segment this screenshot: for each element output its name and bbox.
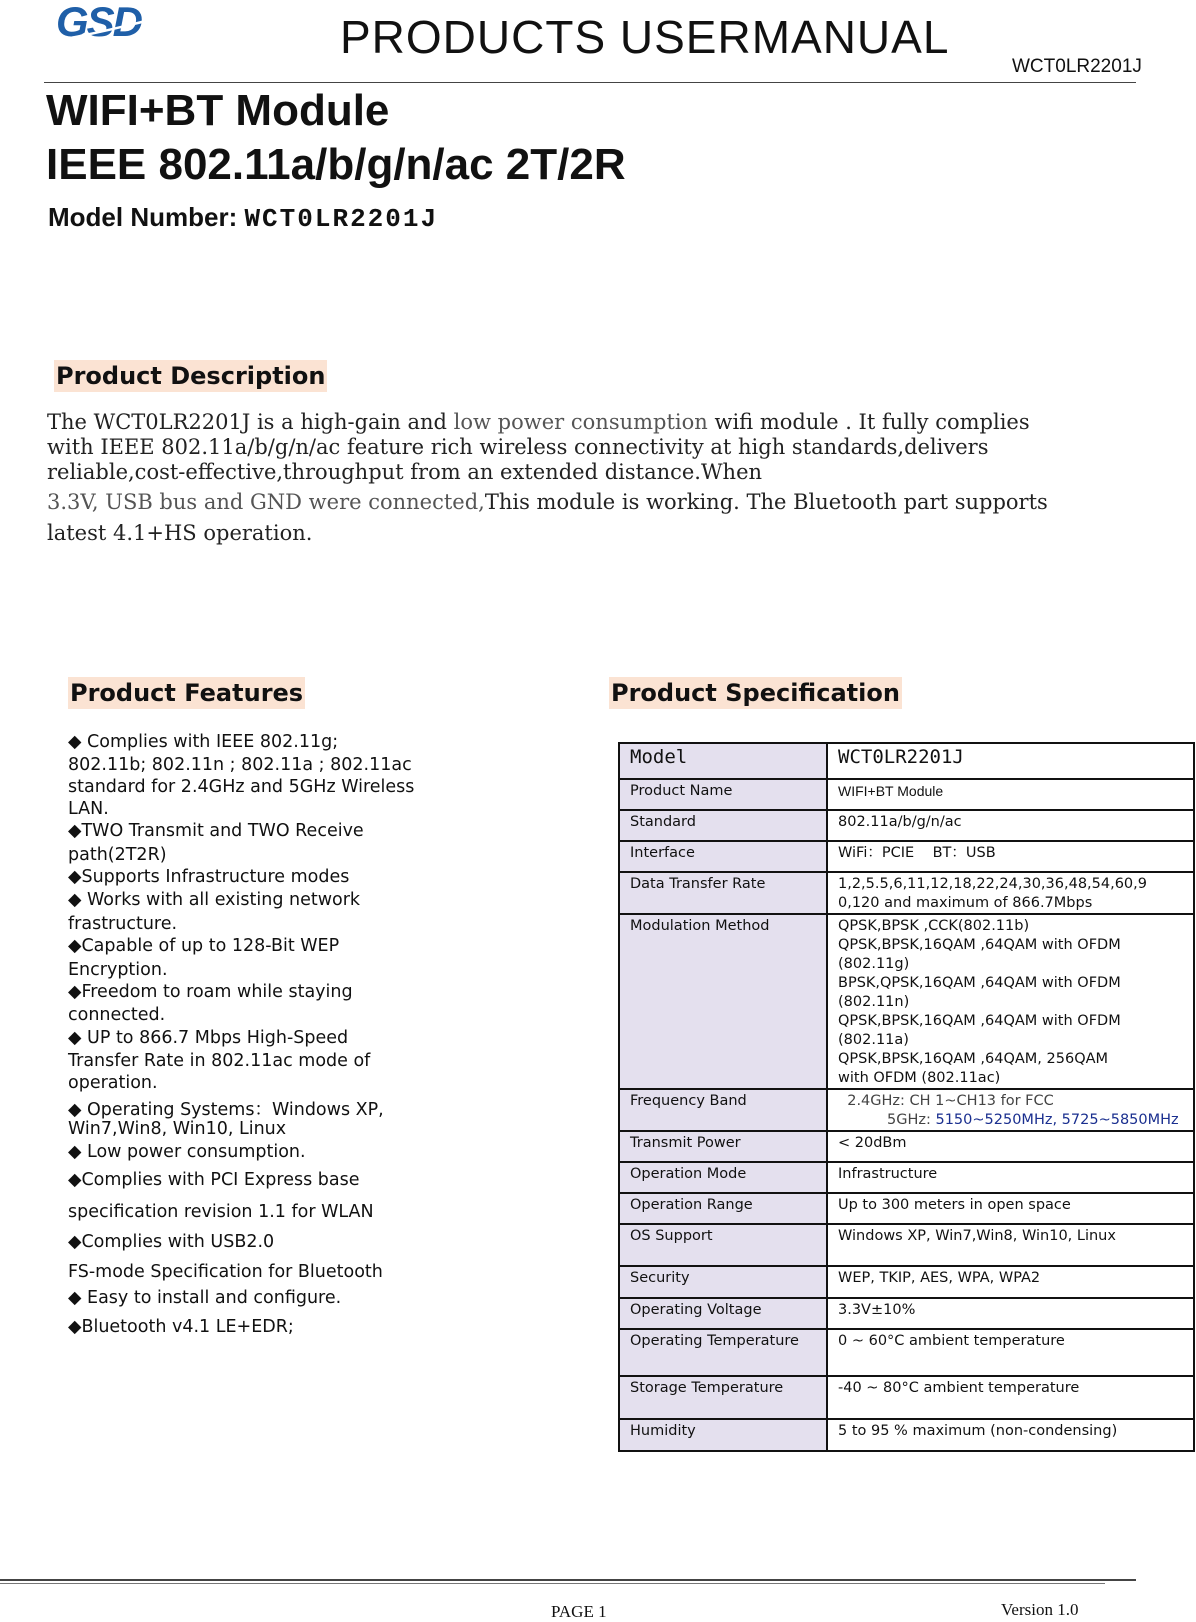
feature-line: operation. [68, 1073, 158, 1093]
spec-value-line: QPSK,BPSK,16QAM ,64QAM with OFDM [838, 937, 1121, 953]
footer-divider-thin [0, 1583, 1105, 1584]
spec-value-line: WiFi：PCIE BT：USB [838, 845, 996, 861]
spec-value-line: Up to 300 meters in open space [838, 1197, 1071, 1213]
page-number: PAGE 1 [551, 1602, 607, 1621]
feature-line: Transfer Rate in 802.11ac mode of [68, 1051, 371, 1071]
spec-value-line: with OFDM (802.11ac) [838, 1070, 1001, 1086]
feature-line: Win7,Win8, Win10, Linux [68, 1119, 287, 1139]
spec-value-line: QPSK,BPSK,16QAM ,64QAM, 256QAM [838, 1051, 1109, 1067]
spec-value [827, 779, 1194, 810]
spec-value-line: 3.3V±10% [838, 1302, 916, 1318]
feature-line: specification revision 1.1 for WLAN [68, 1202, 374, 1222]
spec-value-line: 0,120 and maximum of 866.7Mbps [838, 895, 1093, 911]
feature-line: ◆TWO Transmit and TWO Receive [68, 821, 364, 841]
spec-key: Operating Voltage [619, 1298, 827, 1329]
table-row [619, 872, 1194, 914]
specification-table [618, 742, 1195, 1452]
spec-key: Security [619, 1266, 827, 1298]
spec-value [827, 1419, 1194, 1451]
spec-value-line [838, 1111, 1183, 1130]
model-number-label: Model Number: [48, 202, 245, 232]
spec-key: Data Transfer Rate [619, 872, 827, 914]
table-row [619, 1376, 1194, 1419]
description-text: wifi module . It fully complies [707, 410, 1030, 434]
spec-key: Frequency Band [619, 1089, 827, 1131]
table-row [619, 1224, 1194, 1266]
feature-line: 802.11b; 802.11n ; 802.11a ; 802.11ac [68, 755, 412, 775]
spec-value-text: 5GHz: [887, 1112, 936, 1128]
spec-key: Standard [619, 810, 827, 841]
spec-value [827, 1376, 1194, 1419]
feature-line: ◆Bluetooth v4.1 LE+EDR; [68, 1317, 294, 1337]
model-number-line [48, 202, 438, 234]
feature-line: ◆Complies with USB2.0 [68, 1232, 275, 1252]
table-row [619, 1419, 1194, 1451]
feature-line: FS-mode Specification for Bluetooth [68, 1262, 383, 1282]
table-row [619, 1089, 1194, 1131]
spec-value-line: 1,2,5.5,6,11,12,18,22,24,30,36,48,54,60,9 [838, 876, 1147, 892]
spec-value-line: WEP, TKIP, AES, WPA, WPA2 [838, 1270, 1041, 1286]
spec-key: Storage Temperature [619, 1376, 827, 1419]
description-line [47, 410, 1137, 435]
spec-value-line: QPSK,BPSK ,CCK(802.11b) [838, 918, 1030, 934]
description-text: This module is working. The Bluetooth part supports [484, 490, 1048, 514]
description-text: 3.3V, USB bus and GND were connected, [47, 490, 485, 514]
spec-value [827, 1266, 1194, 1298]
spec-value [827, 1162, 1194, 1193]
table-row [619, 743, 1194, 779]
spec-value [827, 872, 1194, 914]
spec-value-line: -40 ~ 80°C ambient temperature [838, 1380, 1080, 1396]
svg-text:GSD: GSD [56, 0, 142, 44]
table-row [619, 779, 1194, 810]
footer-divider [0, 1579, 1136, 1581]
feature-line: ◆ Operating Systems：Windows XP, [68, 1100, 384, 1120]
spec-value-line: 5 to 95 % maximum (non-condensing) [838, 1423, 1118, 1439]
description-line: with IEEE 802.11a/b/g/n/ac feature rich wireless connectivity at high standards,delivers [47, 435, 989, 459]
table-row [619, 1298, 1194, 1329]
model-number-value: WCT0LR2201J [244, 204, 439, 234]
feature-line: ◆ Complies with IEEE 802.11g; [68, 732, 339, 752]
spec-value [827, 1224, 1194, 1266]
spec-key: Operation Range [619, 1193, 827, 1224]
table-row [619, 1131, 1194, 1162]
description-line: latest 4.1+HS operation. [47, 521, 313, 545]
description-line [47, 490, 1137, 515]
spec-value-line: < 20dBm [838, 1135, 907, 1151]
product-description [47, 410, 1137, 546]
table-row [619, 1329, 1194, 1376]
feature-line: Encryption. [68, 960, 168, 980]
feature-line: connected. [68, 1005, 166, 1025]
feature-line: path(2T2R) [68, 845, 167, 865]
table-row [619, 1266, 1194, 1298]
spec-key: Transmit Power [619, 1131, 827, 1162]
spec-value [827, 1089, 1194, 1131]
table-row [619, 1193, 1194, 1224]
feature-line: ◆ Works with all existing network [68, 890, 361, 910]
spec-value-line: Infrastructure [838, 1166, 938, 1182]
feature-line: ◆ Low power consumption. [68, 1142, 306, 1162]
document-title: PRODUCTS USERMANUAL [340, 11, 950, 63]
spec-key: OS Support [619, 1224, 827, 1266]
description-line: reliable,cost-effective,throughput from an extended distance.When [47, 460, 763, 484]
spec-value [827, 1329, 1194, 1376]
spec-value-line: (802.11g) [838, 956, 910, 972]
feature-line: ◆Freedom to roam while staying [68, 982, 353, 1002]
spec-value-line: (802.11n) [838, 994, 910, 1010]
description-text: low power consumption [453, 410, 708, 434]
spec-value-line: Windows XP, Win7,Win8, Win10, Linux [838, 1228, 1116, 1244]
spec-value-line: 2.4GHz: CH 1~CH13 for FCC [838, 1093, 1054, 1109]
header-model-code: WCT0LR2201J [1012, 56, 1142, 77]
spec-value-line: QPSK,BPSK,16QAM ,64QAM with OFDM [838, 1013, 1121, 1029]
spec-value [827, 841, 1194, 872]
spec-key: Product Name [619, 779, 827, 810]
header-divider [44, 82, 1136, 83]
spec-key: Interface [619, 841, 827, 872]
spec-value-line: 802.11a/b/g/n/ac [838, 814, 962, 830]
spec-key: Operation Mode [619, 1162, 827, 1193]
description-heading: Product Description [56, 362, 326, 390]
table-row [619, 1162, 1194, 1193]
table-row [619, 810, 1194, 841]
gsd-logo [54, 0, 184, 44]
feature-line: frastructure. [68, 914, 178, 934]
feature-line: ◆Complies with PCI Express base [68, 1170, 360, 1190]
spec-value [827, 1298, 1194, 1329]
features-heading: Product Features [70, 679, 304, 707]
spec-value-line: WIFI+BT Module [838, 783, 944, 799]
product-title: WIFI+BT Module [46, 86, 390, 135]
spec-key: Modulation Method [619, 914, 827, 1089]
spec-key: Model [619, 743, 827, 779]
spec-value-line: BPSK,QPSK,16QAM ,64QAM with OFDM [838, 975, 1121, 991]
table-row [619, 914, 1194, 1089]
spec-value [827, 914, 1194, 1089]
feature-line: ◆ UP to 866.7 Mbps High-Speed [68, 1028, 349, 1048]
spec-key: Operating Temperature [619, 1329, 827, 1376]
spec-value [827, 1131, 1194, 1162]
description-text: The WCT0LR2201J is a high-gain and [47, 410, 454, 434]
spec-value-line: (802.11a) [838, 1032, 909, 1048]
table-row [619, 841, 1194, 872]
feature-line: LAN. [68, 799, 109, 819]
feature-line: standard for 2.4GHz and 5GHz Wireless [68, 777, 415, 797]
feature-line: ◆Supports Infrastructure modes [68, 867, 350, 887]
spec-value [827, 810, 1194, 841]
spec-value: WCT0LR2201J [827, 743, 1194, 779]
spec-value [827, 1193, 1194, 1224]
spec-key: Humidity [619, 1419, 827, 1451]
spec-value-line: 0 ~ 60°C ambient temperature [838, 1333, 1065, 1349]
feature-line: ◆Capable of up to 128-Bit WEP [68, 936, 340, 956]
specification-heading: Product Specification [611, 679, 900, 707]
product-standard-title: IEEE 802.11a/b/g/n/ac 2T/2R [46, 140, 626, 189]
spec-value-text: 5150~5250MHz, 5725~5850MHz [935, 1112, 1179, 1128]
document-version: Version 1.0 [1001, 1600, 1079, 1619]
feature-line: ◆ Easy to install and configure. [68, 1288, 342, 1308]
